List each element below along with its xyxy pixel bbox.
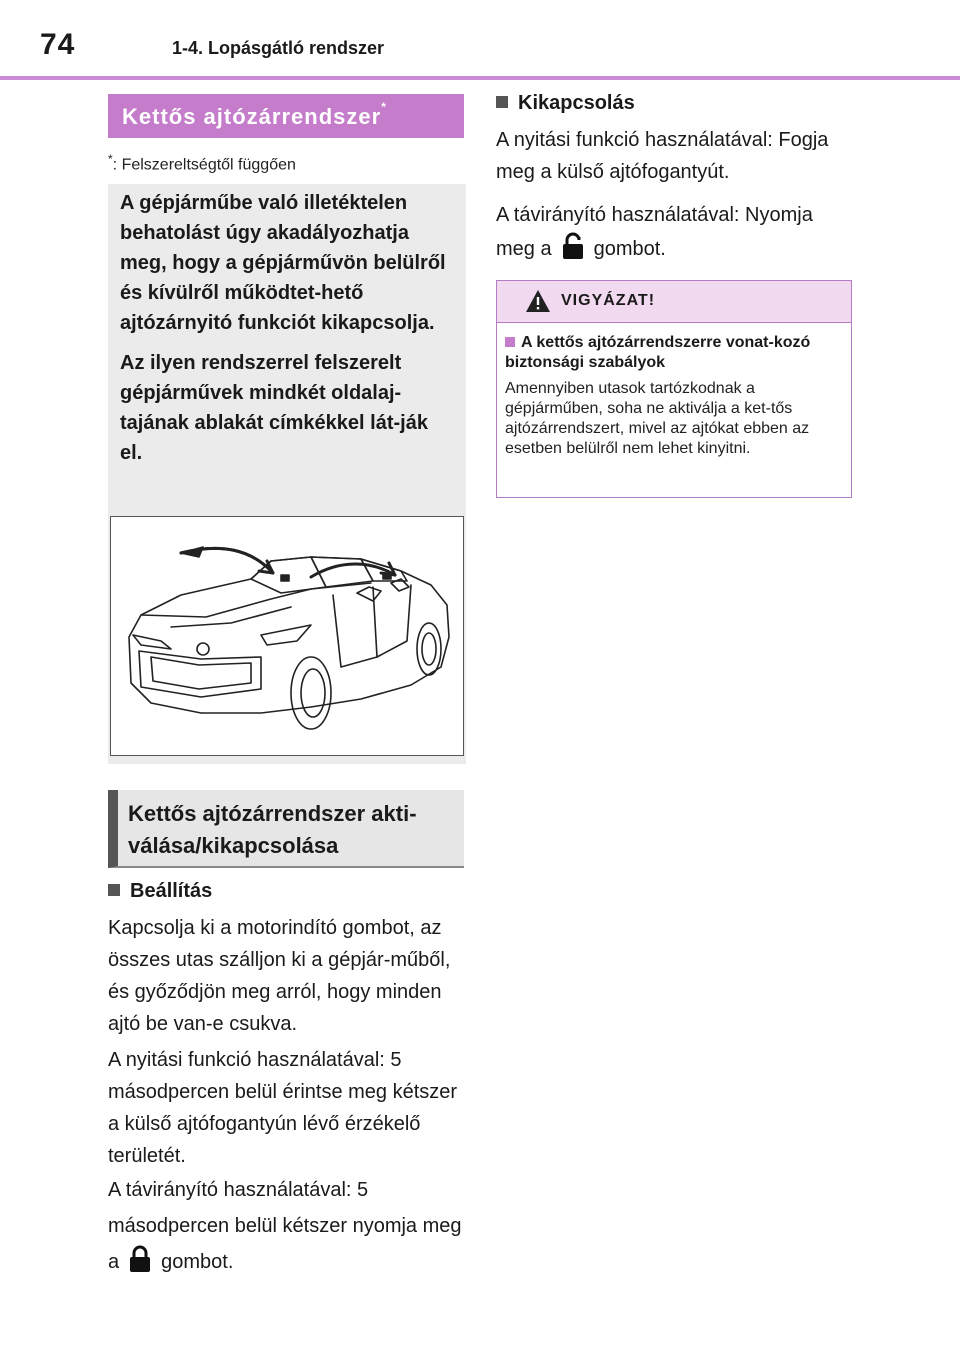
setting-paragraph-2: A nyitási funkció használatával: 5 másodpercen belül érintse meg kétszer a külső ajtófogantyún lévő érzékelő területét. xyxy=(108,1049,458,1167)
info-paragraph-1: A gépjárműbe való illetéktelen behatolást úgy akadályozhatja meg, hogy a gépjárművön belülről és kívülről működtet-hető ajtózárnyitó funkciót kikapcsolja. xyxy=(120,192,446,334)
main-heading xyxy=(108,94,464,138)
lock-icon xyxy=(129,1245,151,1273)
bullet-square-icon xyxy=(505,337,515,347)
setting-subheading xyxy=(108,880,212,903)
info-paragraph-2: Az ilyen rendszerrel felszerelt gépjárművek mindkét oldalaj-tajának ablakát címkékkel lát-ják el. xyxy=(120,352,428,464)
off-subheading xyxy=(496,92,635,115)
off-paragraph-2 xyxy=(496,198,836,266)
caution-header xyxy=(497,281,851,323)
setting-p3-end: gombot. xyxy=(161,1251,234,1273)
car-illustration xyxy=(110,516,464,756)
setting-p3-text: A távirányító használatával: 5 másodpercen belül kétszer nyomja meg a xyxy=(108,1179,462,1273)
footnote-text: : Felszereltségtől függően xyxy=(112,156,296,174)
page-header xyxy=(0,0,960,80)
off-paragraph-1: A nyitási funkció használatával: Fogja meg a külső ajtófogantyút. xyxy=(496,129,829,183)
section-title: 1-4. Lopásgátló rendszer xyxy=(172,38,385,58)
footnote-asterisk: * xyxy=(108,152,113,166)
caution-label: VIGYÁZAT! xyxy=(561,292,656,309)
main-heading-text: Kettős ajtózárrendszer xyxy=(122,104,382,129)
setting-paragraph-3 xyxy=(108,1172,468,1280)
bullet-square-icon xyxy=(108,884,120,896)
off-p2-text: A távirányító használatával: Nyomja meg a xyxy=(496,204,813,260)
off-p2-end: gombot. xyxy=(593,238,666,260)
setting-paragraph-1: Kapcsolja ki a motorindító gombot, az összes utas szálljon ki a gépjár-műből, és győződjön meg arról, hogy minden ajtó be van-e csukva. xyxy=(108,917,451,1035)
caution-box xyxy=(496,280,852,498)
page-number: 74 xyxy=(40,28,76,61)
caution-title xyxy=(505,333,841,373)
setting-title: Beállítás xyxy=(130,880,213,902)
activation-heading: Kettős ajtózárrendszer akti-válása/kikapcsolása xyxy=(108,790,464,868)
warning-triangle-icon xyxy=(525,289,551,313)
header-divider xyxy=(0,76,960,80)
info-box xyxy=(108,184,466,764)
caution-title-text: A kettős ajtózárrendszerre vonat-kozó biztonsági szabályok xyxy=(505,334,811,371)
availability-footnote xyxy=(108,152,296,174)
unlock-icon xyxy=(562,232,584,260)
heading-asterisk: * xyxy=(381,100,387,114)
off-title: Kikapcsolás xyxy=(518,92,635,114)
bullet-square-icon xyxy=(496,96,508,108)
caution-text: Amennyiben utasok tartózkodnak a gépjárműben, soha ne aktiválja a ket-tős ajtózárrendszert, mivel az ajtókat ebben az esetben belülről nem lehet kinyitni. xyxy=(505,380,810,457)
